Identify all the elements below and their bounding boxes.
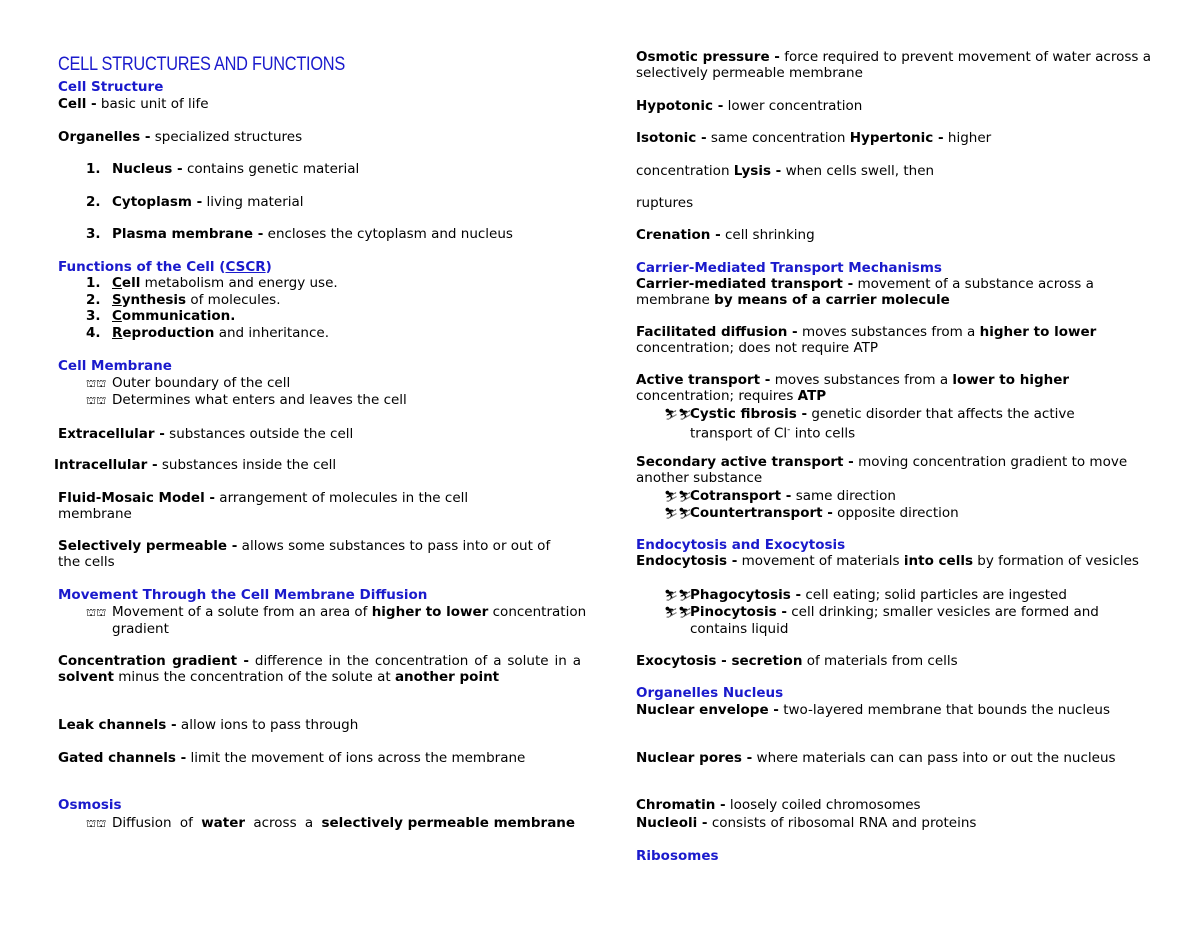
secondary-active-transport-definition: Secondary active transport - moving concentration gradient to move another substance <box>636 454 1128 486</box>
osmotic-pressure-definition: Osmotic pressure - force required to prevent movement of water across a selectively permeable membrane <box>636 49 1151 81</box>
list-item: ⛫⛫ Diffusion of water across a selectively permeable membrane <box>86 815 576 831</box>
carrier-definition: Carrier-mediated transport - movement of a substance across a membrane by means of a carrier molecule <box>636 276 1094 308</box>
nucleus-heading: Organelles Nucleus <box>636 685 784 701</box>
list-item: ⛫⛫ Movement of a solute from an area of higher to lower concentration gradient <box>86 604 587 637</box>
crenation-definition: Crenation - cell shrinking <box>636 227 815 243</box>
leak-channels-definition: Leak channels - allow ions to pass through <box>58 717 359 733</box>
list-item: ⛫⛫ Outer boundary of the cell <box>86 375 291 391</box>
bullet-icon: ⛷⛷ <box>664 408 692 421</box>
bullet-icon: ⛫⛫ <box>86 817 107 830</box>
list-item: 2. Synthesis of molecules. <box>86 292 281 308</box>
list-item: 3. Plasma membrane - encloses the cytoplasm and nucleus <box>86 226 513 242</box>
lysis-definition: concentration Lysis - when cells swell, then <box>636 163 935 179</box>
movement-heading: Movement Through the Cell Membrane Diffusion <box>58 587 428 603</box>
nuclear-envelope-definition: Nuclear envelope - two-layered membrane that bounds the nucleus <box>636 702 1110 718</box>
list-item: ⛷⛷Cotransport - same direction <box>664 488 896 504</box>
gated-channels-definition: Gated channels - limit the movement of ions across the membrane <box>58 750 526 766</box>
bullet-icon: ⛫⛫ <box>86 606 107 619</box>
page-title: CELL STRUCTURES AND FUNCTIONS <box>58 54 345 75</box>
endocytosis-definition: Endocytosis - movement of materials into cells by formation of vesicles <box>636 553 1139 569</box>
endocytosis-heading: Endocytosis and Exocytosis <box>636 537 846 553</box>
osmosis-heading: Osmosis <box>58 797 122 813</box>
list-item: ⛷⛷Pinocytosis - cell drinking; smaller vesicles are formed and <box>664 604 1099 620</box>
ribosomes-heading: Ribosomes <box>636 848 719 864</box>
list-item: 1. Cell metabolism and energy use. <box>86 275 338 291</box>
bullet-icon: ⛷⛷ <box>664 589 692 602</box>
carrier-heading: Carrier-Mediated Transport Mechanisms <box>636 260 942 276</box>
bullet-icon: ⛷⛷ <box>664 606 692 619</box>
nucleoli-definition: Nucleoli - consists of ribosomal RNA and proteins <box>636 815 977 831</box>
list-item-continued: contains liquid <box>690 621 789 637</box>
fluid-mosaic-definition: Fluid-Mosaic Model - arrangement of molecules in the cell membrane <box>58 490 469 522</box>
facilitated-diffusion-definition: Facilitated diffusion - moves substances from a higher to lower concentration; does not require ATP <box>636 324 1097 356</box>
list-item: ⛫⛫ Determines what enters and leaves the cell <box>86 392 407 408</box>
bullet-icon: ⛷⛷ <box>664 490 692 503</box>
bullet-icon: ⛷⛷ <box>664 507 692 520</box>
intracellular-definition: Intracellular - substances inside the cell <box>54 457 337 473</box>
bullet-icon: ⛫⛫ <box>86 377 107 390</box>
concentration-gradient-definition: Concentration gradient - difference in the concentration of a solute in a solvent minus the concentration of the solute at another point <box>58 653 581 685</box>
list-item: 2. Cytoplasm - living material <box>86 194 304 210</box>
list-item: 3. Communication. <box>86 308 236 324</box>
isotonic-definition: Isotonic - same concentration Hypertonic - higher <box>636 130 992 146</box>
nuclear-pores-definition: Nuclear pores - where materials can can pass into or out the nucleus <box>636 750 1116 766</box>
list-item: 4. Reproduction and inheritance. <box>86 325 329 341</box>
list-item: ⛷⛷Countertransport - opposite direction <box>664 505 959 521</box>
cell-membrane-heading: Cell Membrane <box>58 358 172 374</box>
ruptures-text: ruptures <box>636 195 694 211</box>
exocytosis-definition: Exocytosis - secretion of materials from cells <box>636 653 958 669</box>
cell-structure-heading: Cell Structure <box>58 79 164 95</box>
chromatin-definition: Chromatin - loosely coiled chromosomes <box>636 797 921 813</box>
cell-definition: Cell - basic unit of life <box>58 96 209 112</box>
list-item: ⛷⛷Phagocytosis - cell eating; solid particles are ingested <box>664 587 1067 603</box>
organelles-definition: Organelles - specialized structures <box>58 129 303 145</box>
extracellular-definition: Extracellular - substances outside the cell <box>58 426 354 442</box>
active-transport-definition: Active transport - moves substances from a lower to higher concentration; requires ATP <box>636 372 1070 404</box>
selectively-permeable-definition: Selectively permeable - allows some substances to pass into or out of the cells <box>58 538 551 570</box>
list-item: ⛷⛷Cystic fibrosis - genetic disorder that affects the active <box>664 406 1075 422</box>
list-item: 1. Nucleus - contains genetic material <box>86 161 360 177</box>
functions-heading: Functions of the Cell (CSCR) <box>58 259 272 275</box>
bullet-icon: ⛫⛫ <box>86 394 107 407</box>
list-item-continued: transport of Cl- into cells <box>690 425 856 442</box>
hypotonic-definition: Hypotonic - lower concentration <box>636 98 863 114</box>
